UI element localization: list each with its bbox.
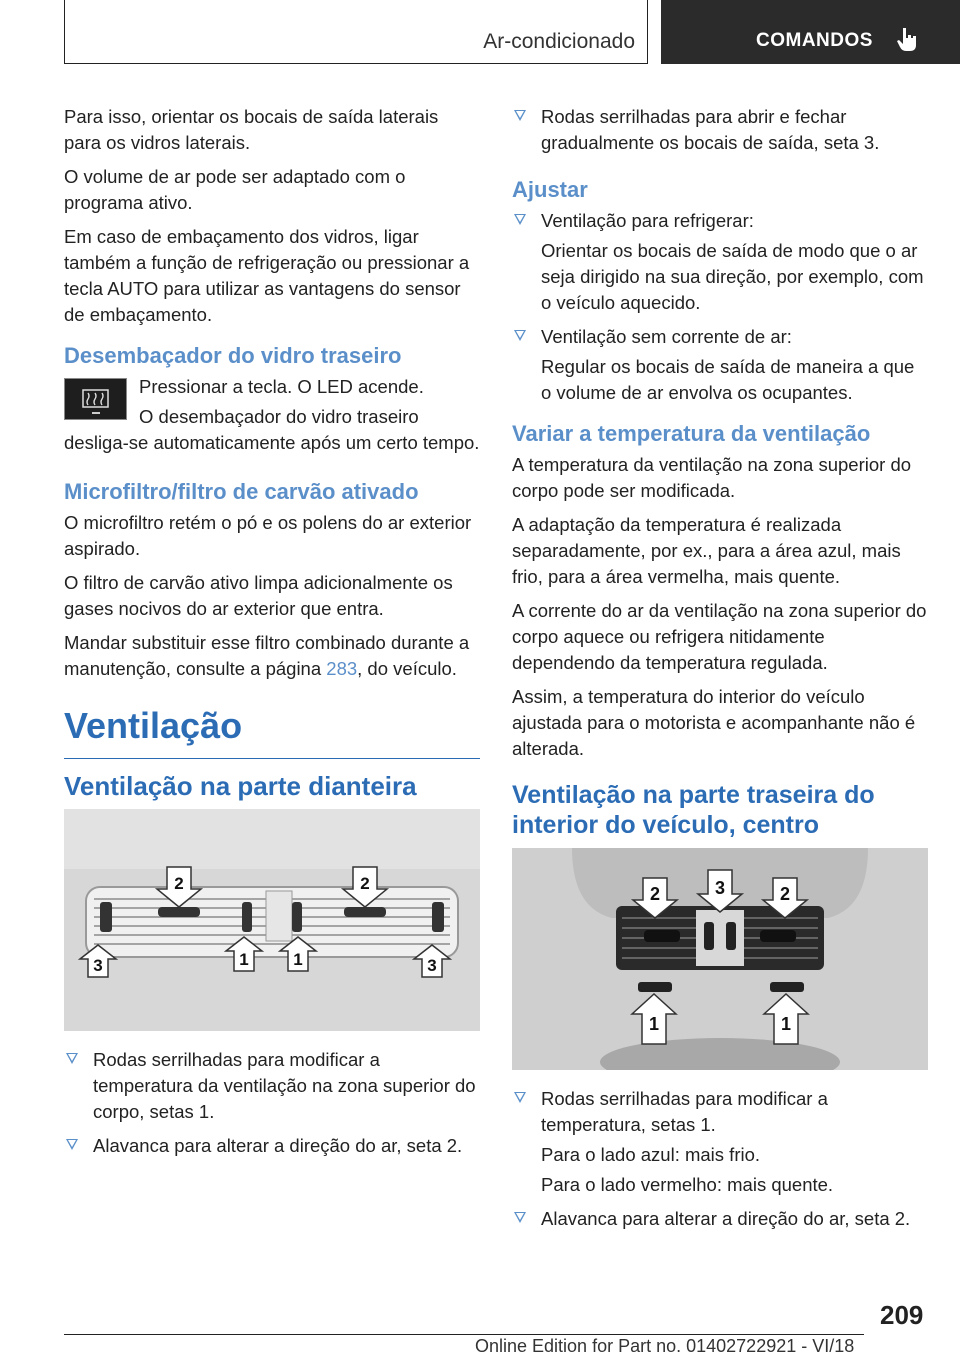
photo-label: 3: [427, 956, 437, 975]
photo-label: 3: [714, 878, 726, 898]
footer-divider: [64, 1334, 864, 1335]
paragraph: A adaptação da temperatura é realizada separadamente, por ex., para a área azul, mais frio, para a área vermelha, mais quente.: [512, 514, 901, 587]
paragraph: Mandar substituir esse filtro combinado durante a manutenção, consulte a página 283, do veículo.: [64, 632, 470, 679]
heading-microfilter: Microfiltro/filtro de carvão ativado: [64, 479, 419, 504]
page-number: 209: [880, 1300, 924, 1330]
heading-rear-defroster: Desembaçador do vidro traseiro: [64, 343, 402, 368]
pointing-hand-icon: [897, 26, 917, 52]
paragraph: O volume de ar pode ser adaptado com o programa ativo.: [64, 166, 406, 213]
photo-label: 1: [648, 1014, 660, 1034]
rear-defroster-button-icon: [64, 378, 127, 420]
rear-vents-photo: [512, 848, 928, 1070]
triangle-bullet-icon: [514, 214, 526, 225]
paragraph: O filtro de carvão ativo limpa adicionalmente os gases nocivos do ar exterior que entra.: [64, 572, 453, 619]
photo-label: 1: [239, 950, 249, 969]
triangle-bullet-icon: [514, 330, 526, 341]
photo-label: 2: [360, 874, 370, 893]
paragraph: A corrente do ar da ventilação na zona superior do corpo aquece ou refrigera nitidamente dependendo da temperatura regulada.: [512, 600, 927, 673]
photo-label: 3: [93, 956, 103, 975]
page-link[interactable]: 283: [326, 658, 358, 679]
triangle-bullet-icon: [66, 1053, 78, 1064]
front-vent-list: [64, 1047, 480, 1159]
list-item: Rodas serrilhadas para modificar a temperatura, setas 1. Para o lado azul: mais frio. Para o lado vermelho: mais quente.: [512, 1086, 928, 1198]
photo-label: 2: [779, 884, 791, 904]
heading-front-ventilation: Ventilação na parte dianteira: [64, 771, 417, 801]
photo-label: 1: [780, 1014, 792, 1034]
list-item: Alavanca para alterar a direção do ar, seta 2.: [512, 1206, 928, 1232]
list-item: Rodas serrilhadas para abrir e fechar gradualmente os bocais de saída, seta 3.: [512, 104, 928, 156]
adjust-list: [512, 208, 928, 406]
heading-rear-ventilation: Ventilação na parte traseira do interior do veículo, centro: [512, 781, 875, 839]
paragraph: A temperatura da ventilação na zona superior do corpo pode ser modificada.: [512, 454, 912, 501]
paragraph: Para isso, orientar os bocais de saída laterais para os vidros laterais.: [64, 106, 439, 153]
list-item: Alavanca para alterar a direção do ar, seta 2.: [64, 1133, 480, 1159]
left-column: [64, 104, 480, 1167]
list-item: Rodas serrilhadas para modificar a temperatura da ventilação na zona superior do corpo, setas 1.: [64, 1047, 480, 1125]
defroster-block: [64, 374, 480, 464]
heading-ventilation: Ventilação: [64, 704, 480, 759]
photo-label: 2: [649, 884, 661, 904]
photo-label: 1: [293, 950, 303, 969]
heading-adjust: Ajustar: [512, 177, 588, 202]
header-section-title: Ar-condicionado: [483, 30, 635, 53]
heading-temperature: Variar a temperatura da ventilação: [512, 421, 871, 446]
triangle-bullet-icon: [514, 1092, 526, 1103]
header-chapter-title: COMANDOS: [756, 30, 873, 51]
paragraph: Pressionar a tecla. O LED acende.: [139, 376, 424, 397]
footer-edition: Online Edition for Part no. 01402722921 - VI/18: [475, 1336, 855, 1356]
photo-label: 2: [174, 874, 184, 893]
rear-vent-list: [512, 1086, 928, 1232]
triangle-bullet-icon: [66, 1139, 78, 1150]
paragraph: Assim, a temperatura do interior do veículo ajustada para o motorista e acompanhante não é alterada.: [512, 686, 916, 759]
top-list: [512, 104, 928, 156]
triangle-bullet-icon: [514, 1212, 526, 1223]
paragraph: O desembaçador do vidro traseiro desliga-se automaticamente após um certo tempo.: [64, 406, 480, 453]
triangle-bullet-icon: [514, 110, 526, 121]
header-chapter-box: [661, 0, 960, 64]
list-item: Ventilação sem corrente de ar: Regular os bocais de saída de maneira a que o volume de ar envolva os ocupantes.: [512, 324, 928, 406]
front-vents-photo: [64, 809, 480, 1031]
paragraph: O microfiltro retém o pó e os polens do ar exterior aspirado.: [64, 512, 472, 559]
right-column: [512, 104, 928, 1240]
list-item: Ventilação para refrigerar: Orientar os bocais de saída de modo que o ar seja dirigido na sua direção, por exemplo, com o veículo aquecido.: [512, 208, 928, 316]
paragraph: Em caso de embaçamento dos vidros, ligar também a função de refrigeração ou pressionar a tecla AUTO para utilizar as vantagens do sensor de embaçamento.: [64, 226, 470, 325]
header-section-box: [64, 0, 648, 64]
